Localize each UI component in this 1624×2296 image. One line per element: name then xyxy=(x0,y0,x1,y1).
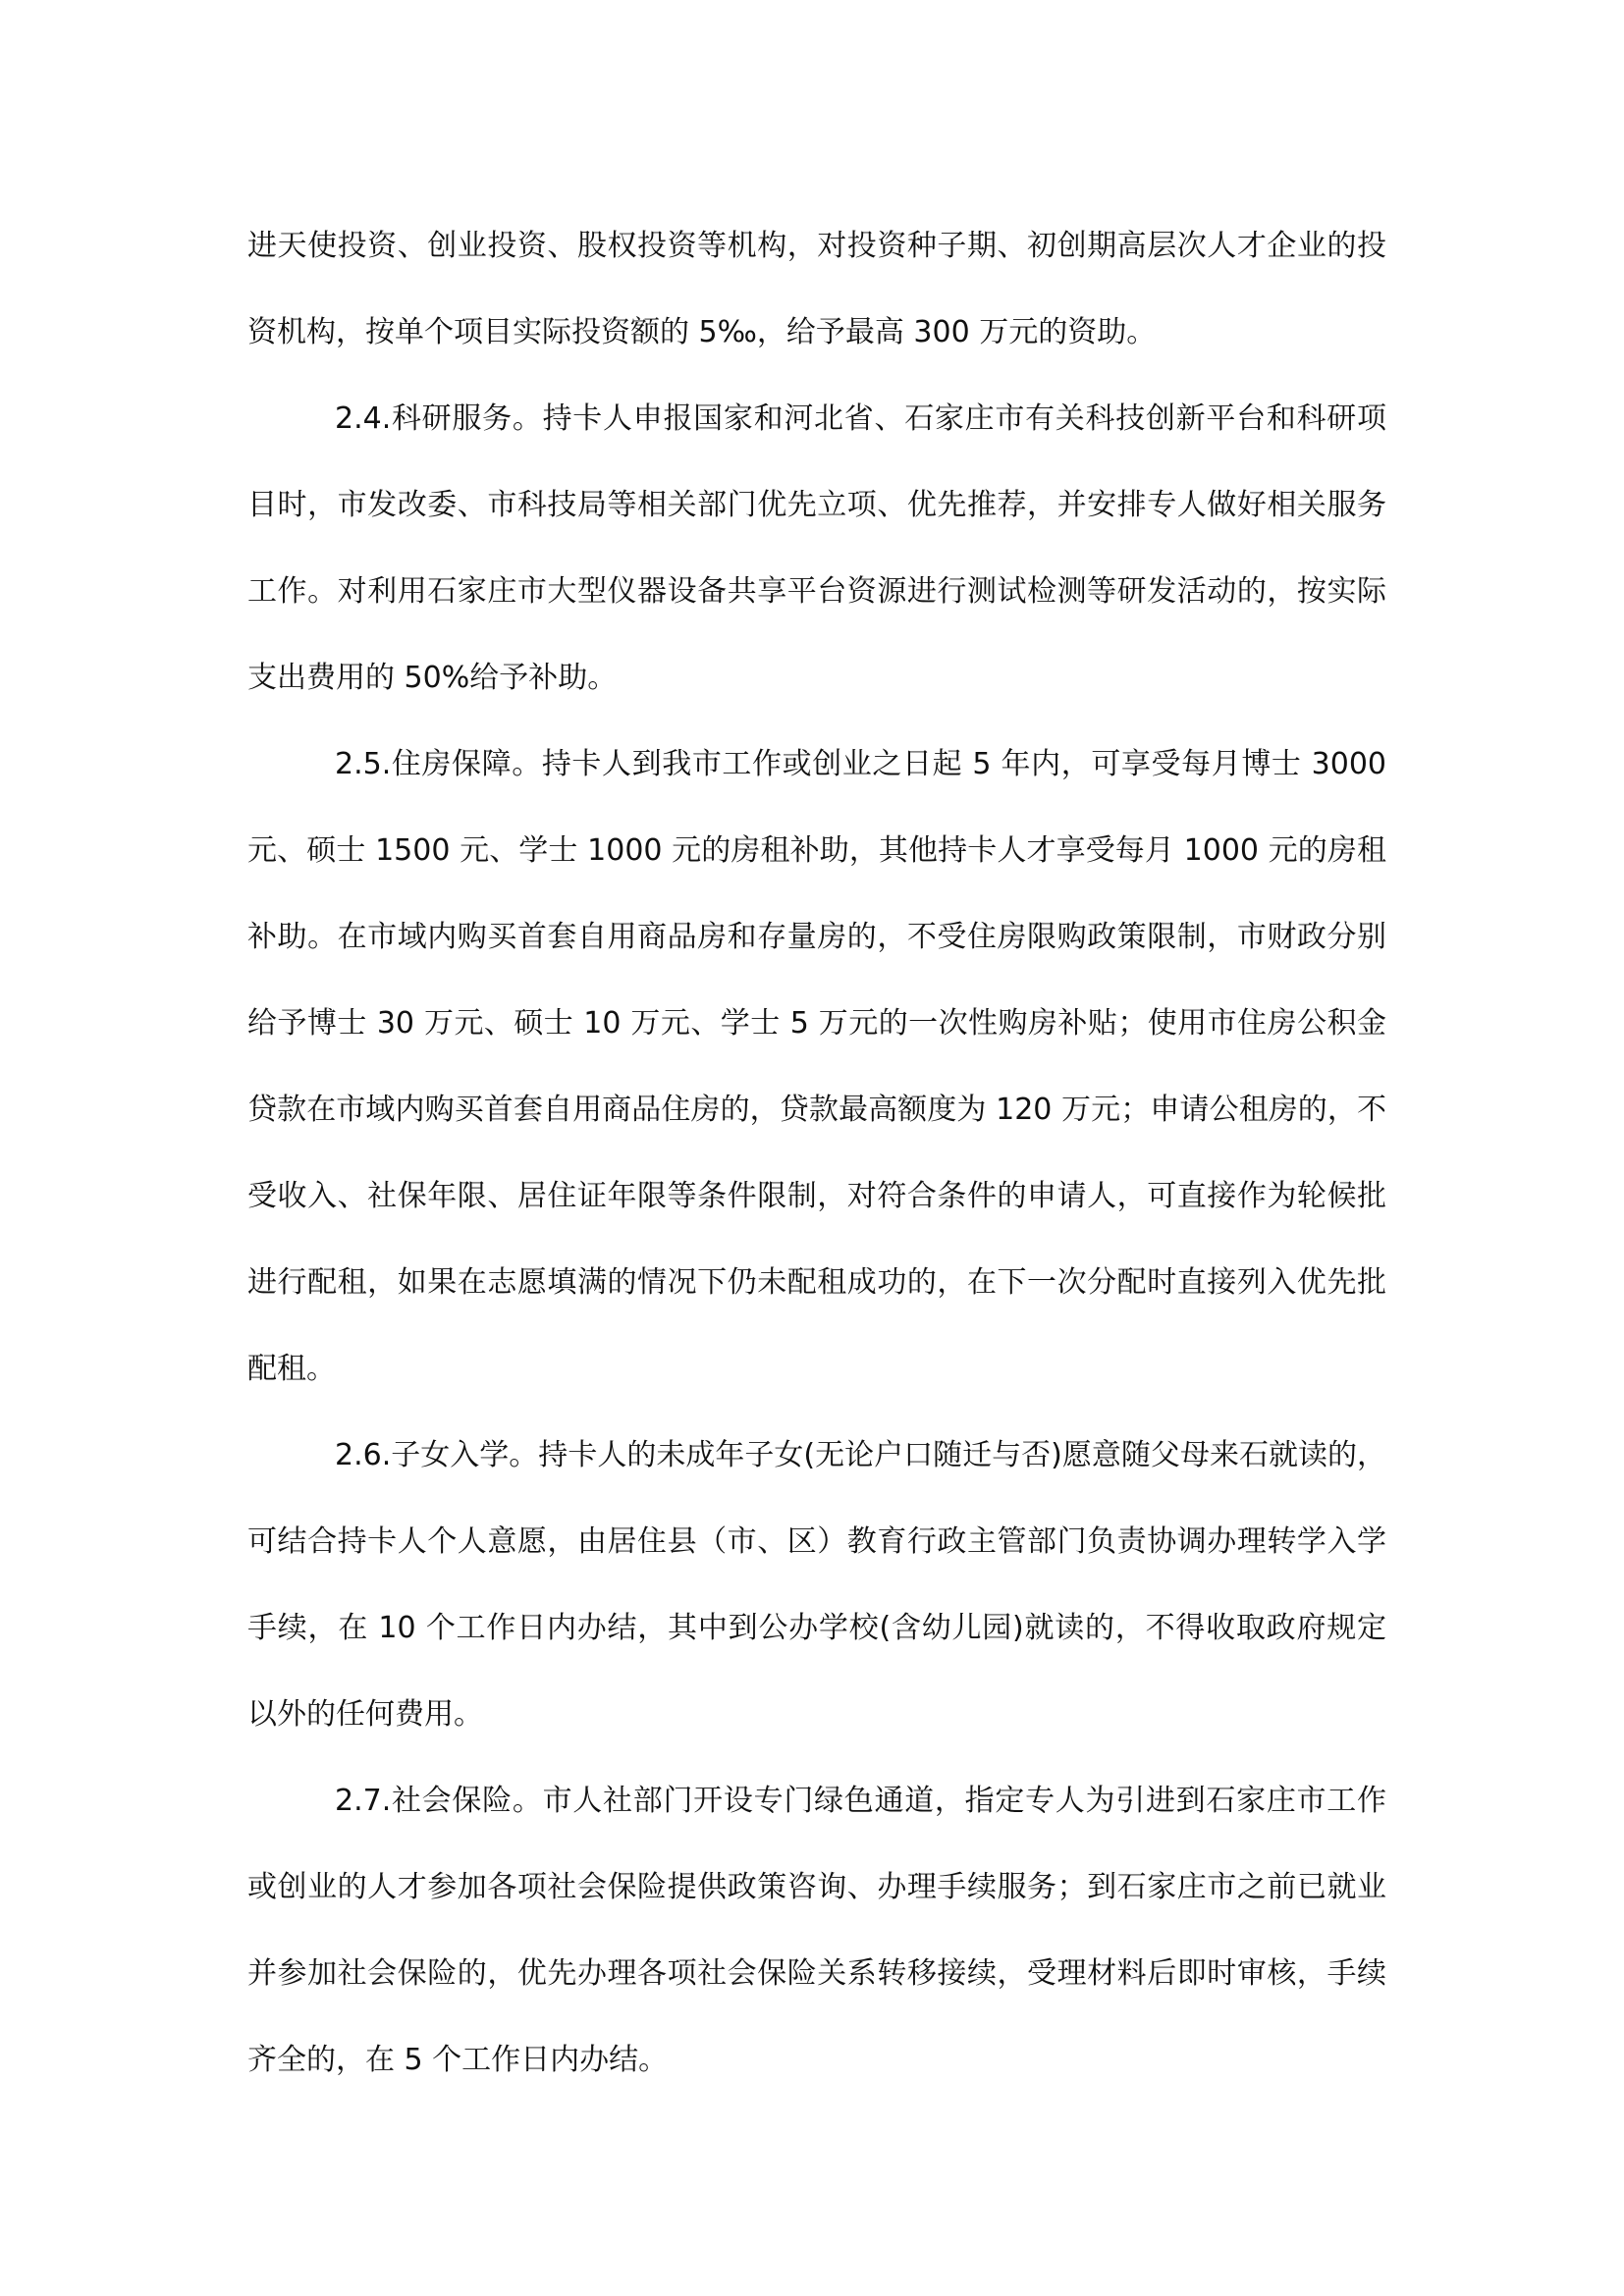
paragraph-children-education: 2.6.子女入学。持卡人的未成年子女(无论户口随迁与否)愿意随父母来石就读的，可结合持卡人个人意愿，由居住县（市、区）教育行政主管部门负责协调办理转学入学手续，在 10 个工作日内办结，其中到公办学校(含幼儿园)就读的，不得收取政府规定以外的任何费用。 xyxy=(247,1438,1386,1732)
document-body xyxy=(247,203,1386,2104)
paragraph-research-services: 2.4.科研服务。持卡人申报国家和河北省、石家庄市有关科技创新平台和科研项目时，市发改委、市科技局等相关部门优先立项、优先推荐，并安排专人做好相关服务工作。对利用石家庄市大型仪器设备共享平台资源进行测试检测等研发活动的，按实际支出费用的 50%给予补助。 xyxy=(247,401,1386,695)
paragraph-investment-continued: 进天使投资、创业投资、股权投资等机构，对投资种子期、初创期高层次人才企业的投资机构，按单个项目实际投资额的 5‰，给予最高 300 万元的资助。 xyxy=(247,229,1386,349)
paragraph-housing-support: 2.5.住房保障。持卡人到我市工作或创业之日起 5 年内，可享受每月博士 3000 元、硕士 1500 元、学士 1000 元的房租补助，其他持卡人才享受每月 1000 元的房租补助。在市域内购买首套自用商品房和存量房的，不受住房限购政策限制，市财政分别给予博士 30 万元、硕士 10 万元、学士 5 万元的一次性购房补贴；使用市住房公积金贷款在市域内购买首套自用商品住房的，贷款最高额度为 120 万元；申请公租房的，不受收入、社保年限、居住证年限等条件限制，对符合条件的申请人，可直接作为轮候批进行配租，如果在志愿填满的情况下仍未配租成功的，在下一次分配时直接列入优先批配租。 xyxy=(247,747,1386,1386)
paragraph-social-insurance: 2.7.社会保险。市人社部门开设专门绿色通道，指定专人为引进到石家庄市工作或创业的人才参加各项社会保险提供政策咨询、办理手续服务；到石家庄市之前已就业并参加社会保险的，优先办理各项社会保险关系转移接续，受理材料后即时审核，手续齐全的，在 5 个工作日内办结。 xyxy=(247,1784,1386,2077)
